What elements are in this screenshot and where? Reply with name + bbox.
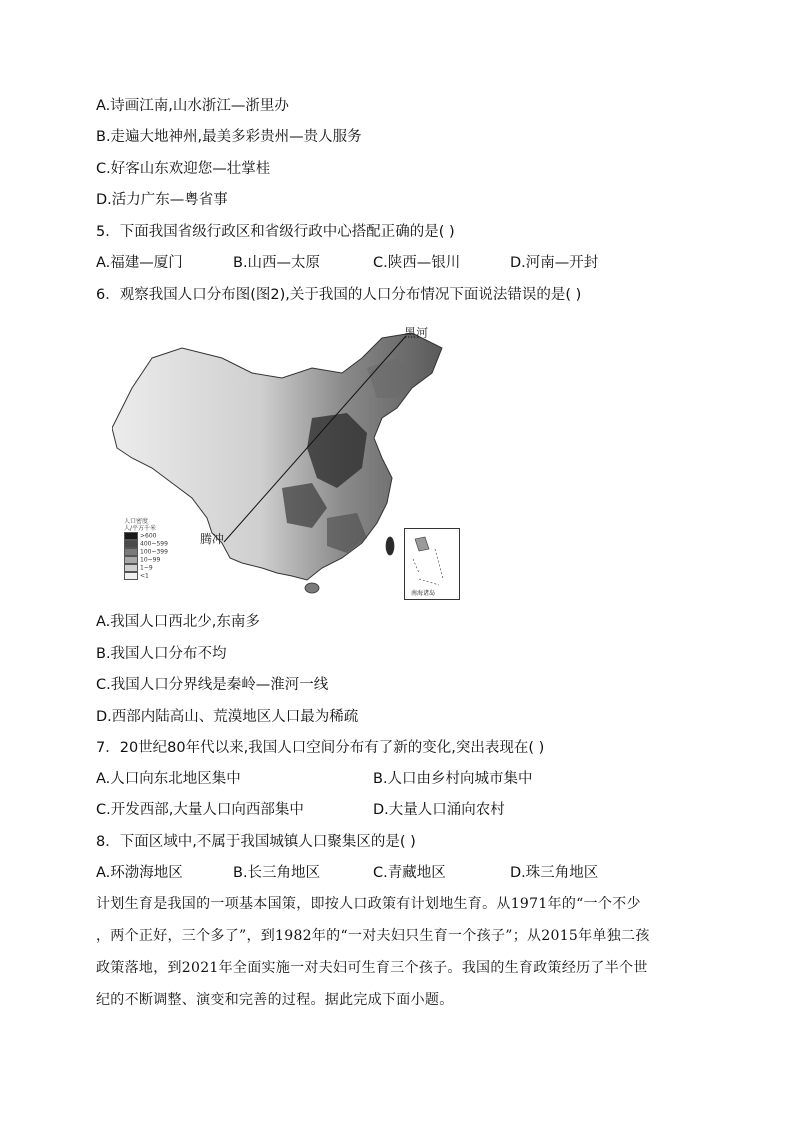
q4-option-b: B.走遍大地神州,最美多彩贵州—贵人服务 [96, 129, 362, 145]
q7-stem: 7．20世纪80年代以来,我国人口空间分布有了新的变化,突出表现在( ) [96, 740, 545, 756]
q5-option-c: C.陕西—银川 [373, 255, 461, 271]
q6-option-c: C.我国人口分界线是秦岭—淮河一线 [96, 677, 329, 693]
legend-label: 100~399 [140, 548, 168, 556]
legend-swatch [124, 556, 138, 564]
q5-stem: 5．下面我国省级行政区和省级行政中心搭配正确的是( ) [96, 224, 455, 240]
passage-line: 政策落地，到2021年全面实施一对夫妇可生育三个孩子。我国的生育政策经历了半个世 [96, 960, 648, 976]
legend-swatch [124, 540, 138, 548]
label-tengchong: 腾冲 [200, 532, 225, 546]
q7-option-c: C.开发西部,大量人口向西部集中 [96, 802, 304, 818]
legend-swatch [124, 532, 138, 540]
q8-option-d: D.珠三角地区 [510, 865, 599, 881]
label-heihe: 黑河 [404, 326, 429, 340]
population-density-map [112, 318, 462, 604]
legend-row [124, 548, 168, 556]
q7-option-b: B.人口由乡村向城市集中 [373, 771, 533, 787]
q8-option-a: A.环渤海地区 [96, 865, 183, 881]
legend-swatch [124, 548, 138, 556]
q7-option-d: D.大量人口涌向农村 [373, 802, 505, 818]
legend-label: <1 [140, 572, 149, 580]
legend-row [124, 572, 168, 580]
reading-passage [96, 888, 708, 1016]
q6-option-b: B.我国人口分布不均 [96, 646, 227, 662]
passage-line: ，两个正好，三个多了”，到1982年的“一对夫妇只生育一个孩子”；从2015年单独二孩 [96, 928, 650, 944]
inset-label: 南海诸岛 [411, 590, 436, 597]
q4-option-a: A.诗画江南,山水浙江—浙里办 [96, 98, 289, 114]
q6-option-a: A.我国人口西北少,东南多 [96, 614, 260, 630]
legend-label: 1~9 [140, 564, 153, 572]
q5-option-d: D.河南—开封 [510, 255, 599, 271]
south-sea-inset [404, 528, 460, 600]
legend-label: 10~99 [140, 556, 161, 564]
legend-label: 400~599 [140, 540, 168, 548]
q4-option-c: C.好客山东欢迎您—壮掌桂 [96, 161, 271, 177]
q8-stem: 8．下面区域中,不属于我国城镇人口聚集区的是( ) [96, 834, 416, 850]
legend-row [124, 540, 168, 548]
q8-option-b: B.长三角地区 [233, 865, 321, 881]
q5-option-b: B.山西—太原 [233, 255, 321, 271]
passage-line: 纪的不断调整、演变和完善的过程。据此完成下面小题。 [96, 992, 454, 1008]
legend-row [124, 556, 168, 564]
q8-option-c: C.青藏地区 [373, 865, 446, 881]
q7-option-a: A.人口向东北地区集中 [96, 771, 241, 787]
q5-option-a: A.福建—厦门 [96, 255, 183, 271]
passage-line: 计划生育是我国的一项基本国策，即按人口政策有计划地生育。从1971年的“一个不少 [96, 896, 641, 912]
legend-row [124, 564, 168, 572]
legend-swatch [124, 564, 138, 572]
legend-row [124, 532, 168, 540]
legend-label: >600 [140, 532, 157, 540]
legend-title: 人口密度 [124, 518, 149, 525]
q6-stem: 6．观察我国人口分布图(图2),关于我国的人口分布情况下面说法错误的是( ) [96, 287, 582, 303]
legend-swatch [124, 572, 138, 580]
q4-option-d: D.活力广东—粤省事 [96, 192, 228, 208]
map-legend [124, 518, 168, 580]
q6-option-d: D.西部内陆高山、荒漠地区人口最为稀疏 [96, 709, 359, 725]
legend-unit: 人/平方千米 [124, 525, 157, 532]
